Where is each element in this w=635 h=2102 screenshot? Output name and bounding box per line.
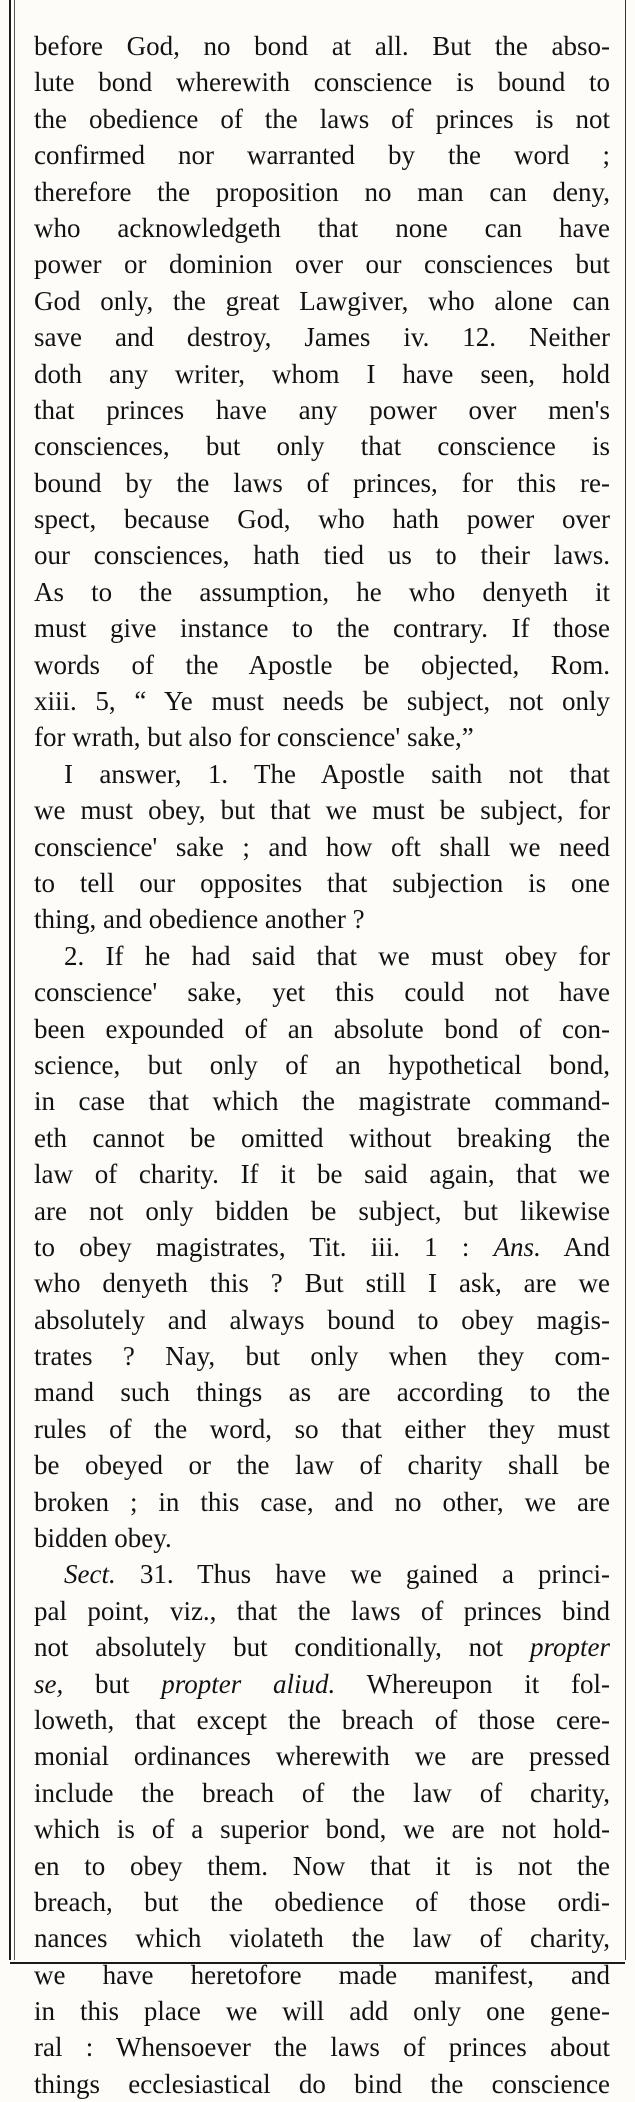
text-line: the obedience of the laws of princes is not bbox=[34, 103, 610, 134]
text-line: loweth, that except the breach of those cere- bbox=[34, 1704, 610, 1735]
text-line: things ecclesiastical do bind the conscience bbox=[34, 2068, 610, 2099]
text-fragment: to obey magistrates, Tit. iii. 1 : bbox=[34, 1231, 470, 1262]
text-line: doth any writer, whom I have seen, hold bbox=[34, 358, 610, 389]
text-line: ral : Whensoever the laws of princes about bbox=[34, 2032, 610, 2063]
italic-se: se, bbox=[34, 1668, 64, 1699]
text-line bbox=[34, 1229, 610, 1265]
left-border-rule-inner bbox=[14, 0, 15, 1960]
text-line: conscience' sake, yet this could not have bbox=[34, 977, 610, 1008]
text-line: who acknowledgeth that none can have bbox=[34, 212, 610, 243]
text-line: be obeyed or the law of charity shall be bbox=[34, 1450, 610, 1481]
text-line: breach, but the obedience of those ordi- bbox=[34, 1886, 610, 1917]
text-line: xiii. 5, “ Ye must needs be subject, not only bbox=[34, 686, 610, 717]
text-column bbox=[34, 0, 610, 2102]
text-line: who denyeth this ? But still I ask, are we bbox=[34, 1268, 610, 1299]
text-line: conscience' sake ; and how oft shall we need bbox=[34, 831, 610, 862]
text-line: which is of a superior bond, we are not hold- bbox=[34, 1814, 610, 1845]
text-fragment: not absolutely but conditionally, not bbox=[34, 1632, 504, 1663]
text-line: power or dominion over our consciences but bbox=[34, 249, 610, 280]
text-line: eth cannot be omitted without breaking the bbox=[34, 1122, 610, 1153]
text-line: science, but only of an hypothetical bond, bbox=[34, 1049, 610, 1080]
text-line: our consciences, hath tied us to their laws. bbox=[34, 540, 610, 571]
section-start-line bbox=[34, 1556, 610, 1592]
text-fragment: Whereupon it fol- bbox=[366, 1668, 610, 1699]
text-line: pal point, viz., that the laws of princes bind bbox=[34, 1595, 610, 1626]
text-line: confirmed nor warranted by the word ; bbox=[34, 140, 610, 171]
italic-propter-aliud: propter aliud. bbox=[161, 1668, 336, 1699]
text-line: mand such things as are according to the bbox=[34, 1377, 610, 1408]
text-line: been expounded of an absolute bond of con- bbox=[34, 1013, 610, 1044]
text-line: must give instance to the contrary. If those bbox=[34, 613, 610, 644]
text-line: consciences, but only that conscience is bbox=[34, 431, 610, 462]
section-label: Sect. bbox=[64, 1559, 116, 1590]
italic-propter: propter bbox=[530, 1632, 610, 1663]
right-border-rule bbox=[625, 0, 626, 1960]
text-line: thing, and obedience another ? bbox=[34, 904, 365, 935]
text-line: law of charity. If it be said again, that we bbox=[34, 1159, 610, 1190]
text-line: therefore the proposition no man can deny, bbox=[34, 176, 610, 207]
text-line: include the breach of the law of charity, bbox=[34, 1777, 610, 1808]
text-line: spect, because God, who hath power over bbox=[34, 504, 610, 535]
text-line: bidden obey. bbox=[34, 1523, 172, 1554]
text-line: monial ordinances wherewith we are pressed bbox=[34, 1741, 610, 1772]
text-line bbox=[34, 1629, 610, 1665]
text-line: are not only bidden be subject, but likewise bbox=[34, 1195, 610, 1226]
text-line: rules of the word, so that either they must bbox=[34, 1413, 610, 1444]
text-line bbox=[34, 1666, 610, 1702]
paragraph-start-line: I answer, 1. The Apostle saith not that bbox=[64, 758, 610, 789]
left-border-rule bbox=[9, 0, 11, 1960]
text-line: in this place we will add only one gene- bbox=[34, 1996, 610, 2027]
text-line: bound by the laws of princes, for this re- bbox=[34, 467, 610, 498]
text-line: trates ? Nay, but only when they com- bbox=[34, 1341, 610, 1372]
text-line: absolutely and always bound to obey magis- bbox=[34, 1304, 610, 1335]
text-line: save and destroy, James iv. 12. Neither bbox=[34, 322, 610, 353]
text-fragment: And bbox=[563, 1231, 610, 1262]
text-line: that princes have any power over men's bbox=[34, 394, 610, 425]
text-line: we must obey, but that we must be subject, for bbox=[34, 795, 610, 826]
text-line: before God, no bond at all. But the abso- bbox=[34, 31, 610, 61]
text-line: for wrath, but also for conscience' sake,” bbox=[34, 722, 474, 753]
text-line: en to obey them. Now that it is not the bbox=[34, 1850, 610, 1881]
text-line: lute bond wherewith conscience is bound to bbox=[34, 67, 610, 98]
text-line: God only, the great Lawgiver, who alone can bbox=[34, 285, 610, 316]
text-line: we have heretofore made manifest, and bbox=[34, 1959, 610, 1990]
paragraph-start-line: 2. If he had said that we must obey for bbox=[64, 940, 610, 971]
text-line: in case that which the magistrate command- bbox=[34, 1086, 610, 1117]
text-line: broken ; in this case, and no other, we are bbox=[34, 1486, 610, 1517]
italic-ans: Ans. bbox=[493, 1231, 541, 1262]
text-line: to tell our opposites that subjection is one bbox=[34, 867, 610, 898]
text-line: As to the assumption, he who denyeth it bbox=[34, 576, 610, 607]
text-line: nances which violateth the law of charity, bbox=[34, 1923, 610, 1954]
text-fragment: 31. Thus have we gained a princi- bbox=[139, 1559, 610, 1590]
text-fragment: but bbox=[95, 1668, 130, 1699]
text-line: words of the Apostle be objected, Rom. bbox=[34, 649, 610, 680]
